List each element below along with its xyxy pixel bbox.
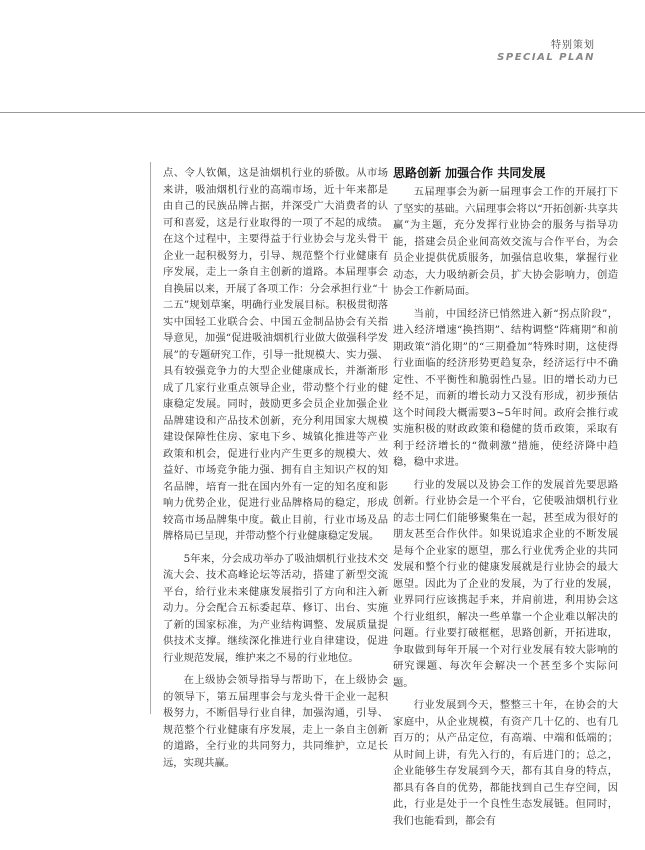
section-label-english: SPECIAL PLAN	[497, 52, 595, 63]
paragraph: 当前，中国经济已悄然进入新“拐点阶段”，进入经济增速“换挡期”、结构调整“阵痛期”和前期政策“消化期”的“三期叠加”特殊时期，这使得行业面临的经济形势更趋复杂，经济运行中不确定性、不平衡性和脆弱性凸显。旧的增长动力已经不足，而新的增长动力又没有形成，初步预估这个时间段大概需要3~5年时间。政府会推行或实施积极的财政政策和稳健的货币政策，采取有利于经济增长的“微刺激”措施，使经济降中趋稳，稳中求进。	[393, 307, 618, 468]
section-title: 思路创新 加强合作 共同发展	[393, 166, 546, 180]
left-column	[163, 165, 388, 771]
column-rule	[150, 162, 151, 714]
paragraph: 在上级协会领导指导与帮助下，在上级协会的领导下，第五届理事会与龙头骨干企业一起积极努力，不断倡导行业自律，加强沟通，引导、规范整个行业健康有序发展，走上一条自主创新的道路，全行业的共同努力，共同维护，立足长远，实现共赢。	[163, 674, 388, 769]
section-label: 特别策划	[551, 40, 595, 51]
paragraph: 点、令人钦佩，这是油烟机行业的骄傲。从市场来讲，吸油烟机行业的高端市场，近十年来都是由自己的民族品牌占据，并深受广大消费者的认可和喜爱，这是行业取得的一项了不起的成绩。在这个过程中，主要得益于行业协会与龙头骨干企业一起积极努力，引导、规范整个行业健康有序发展，走上一条自主创新的道路。本届理事会自换届以来，开展了各项工作：分会承担行业“十二五”规划草案，明确行业发展目标。积极贯彻落实中国轻工业联合会、中国五金制品协会有关指导意见，加强“促进吸油烟机行业做大做强科学发展”的专题研究工作，引导一批规模大、实力强、具有较强竞争力的大型企业健康成长，并渐渐形成了几家行业重点领导企业，带动整个行业的健康稳定发展。同时，鼓励更多会员企业加强企业品牌建设和产品技术创新，充分利用国家大规模建设保障性住房、家电下乡、城镇化推进等产业政策和机会，促进行业内产生更多的规模大、效益好、市场竞争能力强、拥有自主知识产权的知名品牌，培育一批在国内外有一定的知名度和影响力优势企业，促进行业品牌格局的稳定，形成较高市场品牌集中度。截止目前，行业市场及品牌格局已呈现，并带动整个行业健康稳定发展。	[163, 167, 388, 542]
right-column	[393, 164, 618, 829]
paragraph: 行业的发展以及协会工作的发展首先要思路创新。行业协会是一个平台，它使吸油烟机行业的志士同仁们能够聚集在一起，甚至成为很好的朋友甚至合作伙伴。如果说追求企业的不断发展是每个企业家的愿望，那么行业优秀企业的共同发展和整个行业的健康发展就是行业协会的最大愿望。因此为了企业的发展，为了行业的发展，业界同行应该携起手来，并肩前进，利用协会这个行业组织，解决一些单靠一个企业难以解决的问题。行业要打破框框，思路创新，开拓进取，争取做到每年开展一个对行业发展有较大影响的研究课题、每次年会解决一个甚至多个实际问题。	[393, 478, 618, 689]
paragraph: 行业发展到今天，整整三十年，在协会的大家庭中，从企业规模，有资产几十亿的、也有几百万的；从产品定位，有高端、中端和低端的；从时间上讲，有先入行的，有后进门的；总之，企业能够生存发展到今天，都有其自身的特点，都具有各自的优势，都能找到自己生存空间，因此，行业是处于一个良性生态发展链。但同时，我们也能看到，都会有	[393, 699, 618, 827]
header-divider	[0, 112, 645, 113]
paragraph: 五届理事会为新一届理事会工作的开展打下了坚实的基础。六届理事会将以“开拓创新·共享共赢”为主题，充分发挥行业协会的服务与指导功能，搭建会员企业间高效交流与合作平台，为会员企业提供优质服务，加强信息收集，掌握行业动态，大力吸纳新会员，扩大协会影响力，创造协会工作新局面。	[393, 186, 618, 297]
paragraph: 5年来，分会成功举办了吸油烟机行业技术交流大会、技术高峰论坛等活动，搭建了新型交流平台，给行业未来健康发展指引了方向和注入新动力。分会配合五标委起草、修订、出台、实施了新的国家标准，为产业结构调整、发展质量提供技术支撑。继续深化推进行业自律建设，促进行业规范发展，维护来之不易的行业地位。	[163, 552, 388, 664]
